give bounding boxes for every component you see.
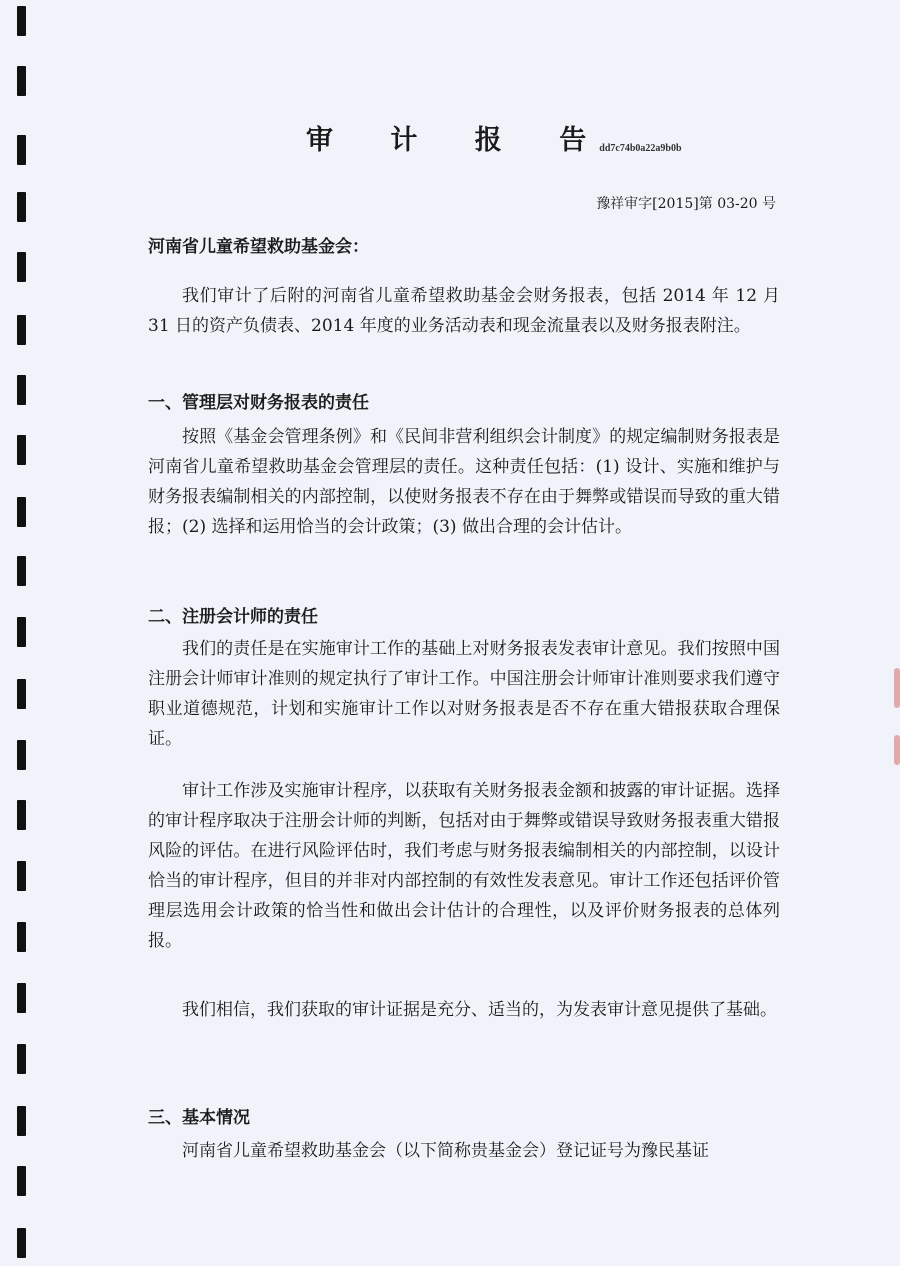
seal-edge-mark [894,668,900,708]
binding-holes [0,0,40,1266]
section3-heading: 三、基本情况 [148,1108,250,1128]
binding-hole [17,252,26,282]
binding-hole [17,435,26,465]
binding-hole [17,800,26,830]
document-code: dd7c74b0a22a9b0b [599,143,682,154]
report-title [306,118,682,157]
binding-hole [17,617,26,647]
section1-heading: 一、管理层对财务报表的责任 [148,393,369,413]
binding-hole [17,1044,26,1074]
binding-hole [17,983,26,1013]
section1-paragraph: 按照《基金会管理条例》和《民间非营利组织会计制度》的规定编制财务报表是河南省儿童希望救助基金会管理层的责任。这种责任包括：(1) 设计、实施和维护与财务报表编制相关的内部控制，以使财务报表不存在由于舞弊或错误而导致的重大错报；(2) 选择和运用恰当的会计政策；(3) 做出合理的会计估计。 [148,427,780,537]
title-text: 审 计 报 告 [306,125,611,156]
binding-hole [17,192,26,222]
section2-paragraph-1: 我们的责任是在实施审计工作的基础上对财务报表发表审计意见。我们按照中国注册会计师审计准则的规定执行了审计工作。中国注册会计师审计准则要求我们遵守职业道德规范，计划和实施审计工作以对财务报表是否不存在重大错报获取合理保证。 [148,639,780,749]
binding-hole [17,315,26,345]
binding-hole [17,6,26,36]
binding-hole [17,497,26,527]
section2-paragraph-3: 我们相信，我们获取的审计证据是充分、适当的，为发表审计意见提供了基础。 [182,1000,777,1020]
binding-hole [17,66,26,96]
seal-edge-mark [894,735,900,765]
binding-hole [17,1228,26,1258]
binding-hole [17,679,26,709]
binding-hole [17,861,26,891]
section2-heading: 二、注册会计师的责任 [148,607,318,627]
binding-hole [17,740,26,770]
binding-hole [17,1106,26,1136]
binding-hole [17,375,26,405]
binding-hole [17,135,26,165]
intro-paragraph: 我们审计了后附的河南省儿童希望救助基金会财务报表，包括 2014 年 12 月 31 日的资产负债表、2014 年度的业务活动表和现金流量表以及财务报表附注。 [148,286,780,336]
reference-number: 豫祥审字[2015]第 03-20 号 [596,196,776,212]
addressee: 河南省儿童希望救助基金会： [148,237,369,257]
binding-hole [17,1166,26,1196]
section2-paragraph-2: 审计工作涉及实施审计程序，以获取有关财务报表金额和披露的审计证据。选择的审计程序取决于注册会计师的判断，包括对由于舞弊或错误导致财务报表重大错报风险的评估。在进行风险评估时，我们考虑与财务报表编制相关的内部控制，以设计恰当的审计程序，但目的并非对内部控制的有效性发表意见。审计工作还包括评价管理层选用会计政策的恰当性和做出会计估计的合理性，以及评价财务报表的总体列报。 [148,781,780,951]
binding-hole [17,922,26,952]
binding-hole [17,556,26,586]
section3-paragraph: 河南省儿童希望救助基金会（以下简称贵基金会）登记证号为豫民基证 [182,1141,709,1161]
